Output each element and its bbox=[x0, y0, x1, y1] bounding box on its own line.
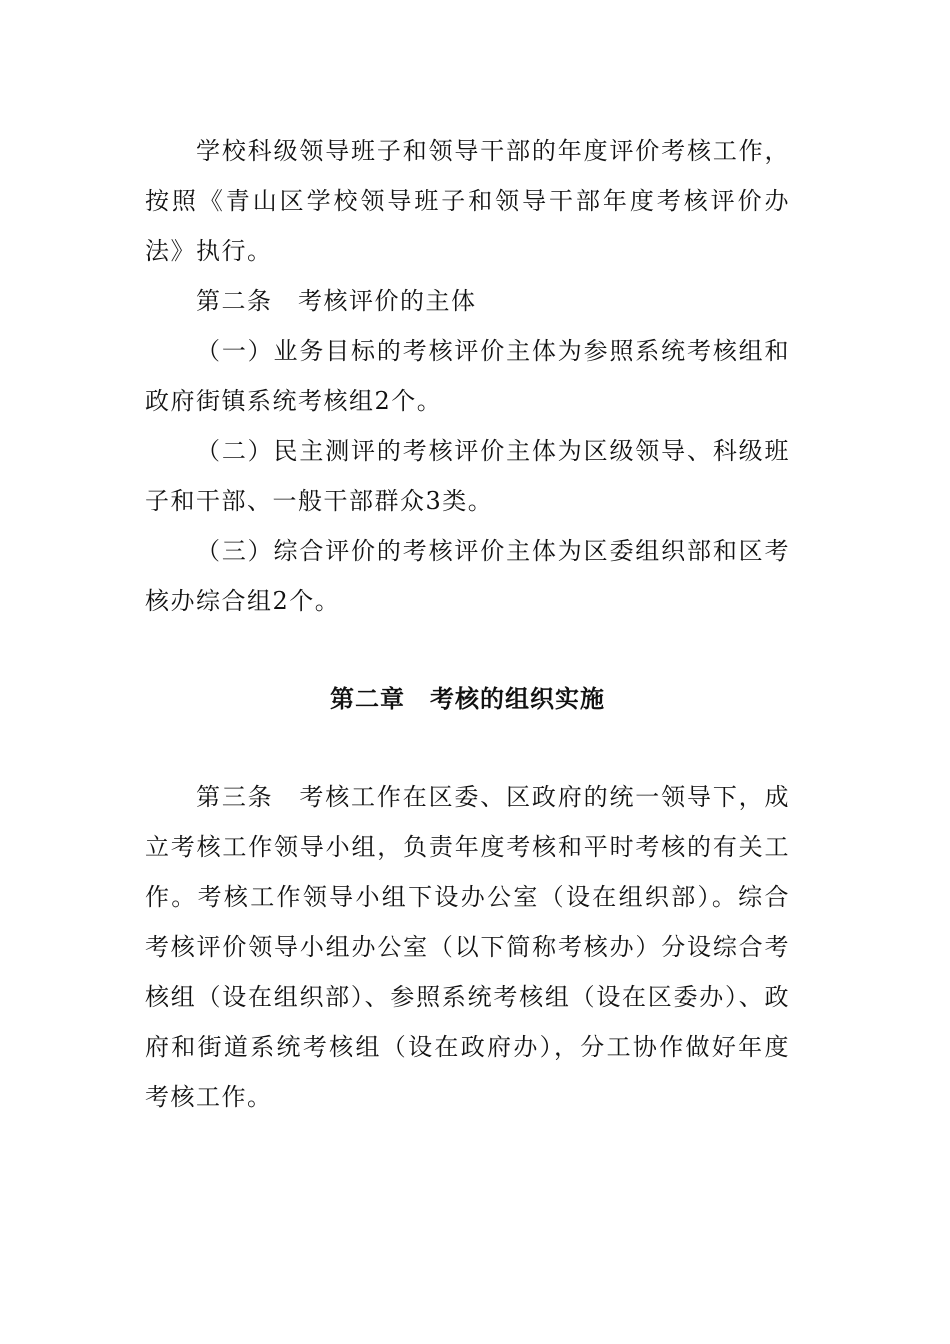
paragraph-item-2: （二）民主测评的考核评价主体为区级领导、科级班子和干部、一般干部群众3类。 bbox=[145, 437, 790, 515]
article-3-paragraph: 第三条 考核工作在区委、区政府的统一领导下，成立考核工作领导小组，负责年度考核和平时考核的有关工作。考核工作领导小组下设办公室（设在组织部）。综合考核评价领导小组办公室（以下简称考核办）分设综合考核组（设在组织部）、参照系统考核组（设在区委办）、政府和街道系统考核组（设在政府办），分工协作做好年度考核工作。 bbox=[145, 783, 790, 1111]
paragraph-item-1: （一）业务目标的考核评价主体为参照系统考核组和政府街镇系统考核组2个。 bbox=[145, 337, 790, 415]
article-2-heading: 第二条 考核评价的主体 bbox=[196, 287, 477, 315]
chapter-heading: 第二章 考核的组织实施 bbox=[330, 685, 605, 713]
paragraph-evaluation-method: 学校科级领导班子和领导干部的年度评价考核工作，按照《青山区学校领导班子和领导干部年度考核评价办法》执行。 bbox=[145, 137, 790, 265]
paragraph-item-3: （三）综合评价的考核评价主体为区委组织部和区考核办综合组2个。 bbox=[145, 537, 790, 615]
document-body bbox=[145, 126, 790, 1122]
